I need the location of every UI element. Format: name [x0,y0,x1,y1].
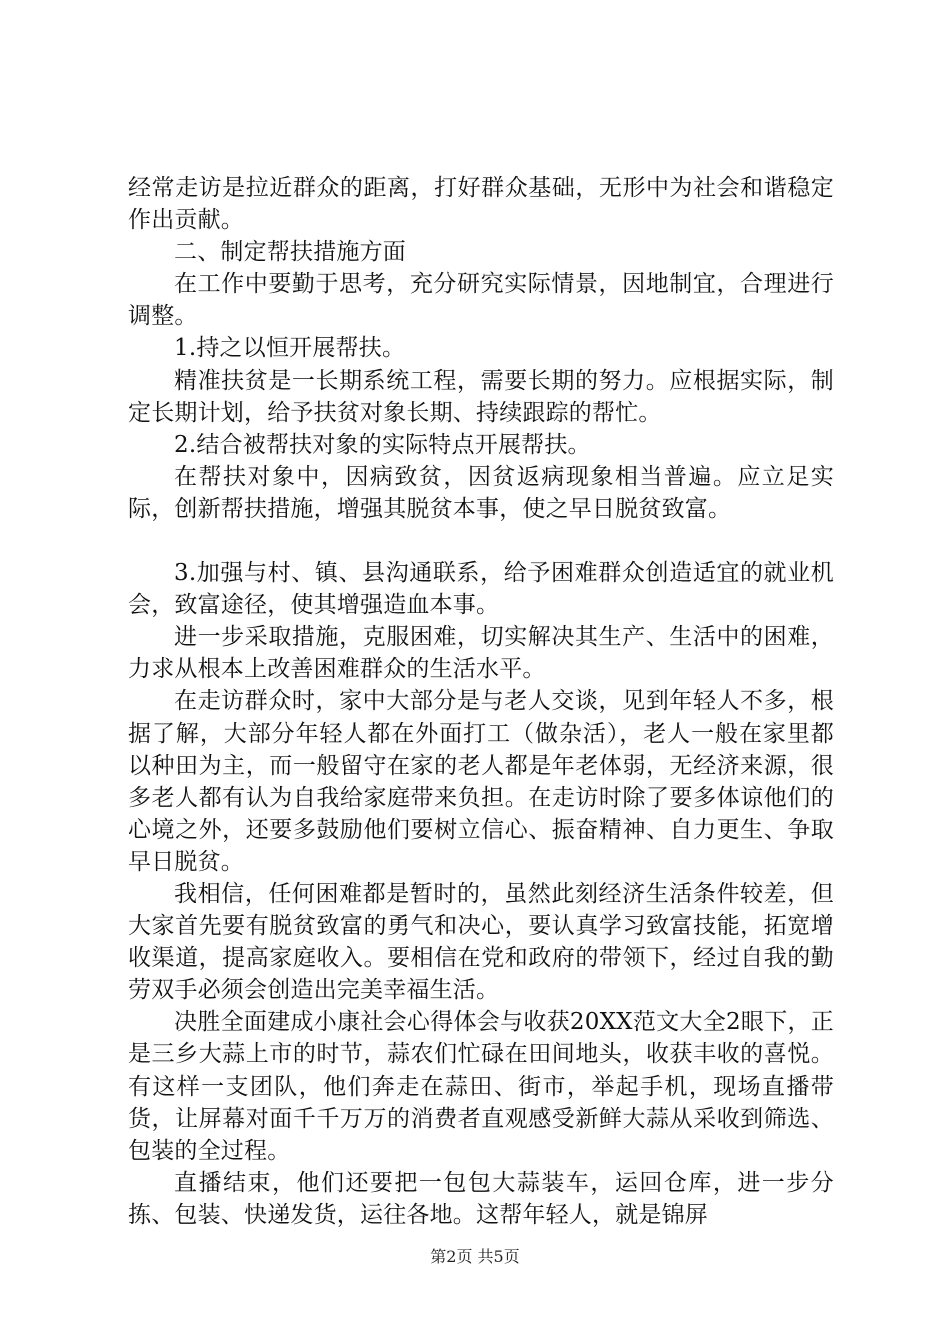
paragraph-10: 在走访群众时，家中大部分是与老人交谈，见到年轻人不多，根据了解，大部分年轻人都在外面打工（做杂活），老人一般在家里都以种田为主，而一般留守在家的老人都是年老体弱，无经济来源，很多老人都有认为自我给家庭带来负担。在走访时除了要多体谅他们的心境之外，还要多鼓励他们要树立信心、振奋精神、自力更生、争取早日脱贫。 [128,688,834,875]
section-heading-2: 二、制定帮扶措施方面 [174,239,406,266]
paragraph-3: 在工作中要勤于思考，充分研究实际情景，因地制宜，合理进行调整。 [128,271,834,330]
paragraph-11: 我相信，任何困难都是暂时的，虽然此刻经济生活条件较差，但大家首先要有脱贫致富的勇气和决心，要认真学习致富技能，拓宽增收渠道，提高家庭收入。要相信在党和政府的带领下，经过自我的勤劳双手必须会创造出完美幸福生活。 [128,880,834,1004]
blank-line [128,525,834,557]
paragraph-12: 决胜全面建成小康社会心得体会与收获20XX范文大全2眼下，正是三乡大蒜上市的时节，蒜农们忙碌在田间地头，收获丰收的喜悦。有这样一支团队，他们奔走在蒜田、街市，举起手机，现场直播带货，让屏幕对面千千万万的消费者直观感受新鲜大蒜从采收到筛选、包装的全过程。 [128,1009,834,1164]
list-item-1: 1.持之以恒开展帮扶。 [174,335,406,362]
document-body [128,172,834,1231]
list-item-3: 3.加强与村、镇、县沟通联系，给予困难群众创造适宜的就业机会，致富途径，使其增强造血本事。 [128,560,834,619]
list-item-2: 2.结合被帮扶对象的实际特点开展帮扶。 [174,431,591,458]
paragraph-7: 在帮扶对象中，因病致贫，因贫返病现象相当普遍。应立足实际，创新帮扶措施，增强其脱贫本事，使之早日脱贫致富。 [128,463,834,522]
paragraph-13: 直播结束，他们还要把一包包大蒜装车，运回仓库，进一步分拣、包装、快递发货，运往各地。这帮年轻人，就是锦屏 [128,1169,834,1228]
page-footer: 第2页 共5页 [430,1247,520,1266]
paragraph-1: 经常走访是拉近群众的距离，打好群众基础，无形中为社会和谐稳定作出贡献。 [128,175,834,234]
paragraph-9: 进一步采取措施，克服困难，切实解决其生产、生活中的困难，力求从根本上改善困难群众的生活水平。 [128,624,834,683]
paragraph-5: 精准扶贫是一长期系统工程，需要长期的努力。应根据实际，制定长期计划，给予扶贫对象长期、持续跟踪的帮忙。 [128,367,834,426]
